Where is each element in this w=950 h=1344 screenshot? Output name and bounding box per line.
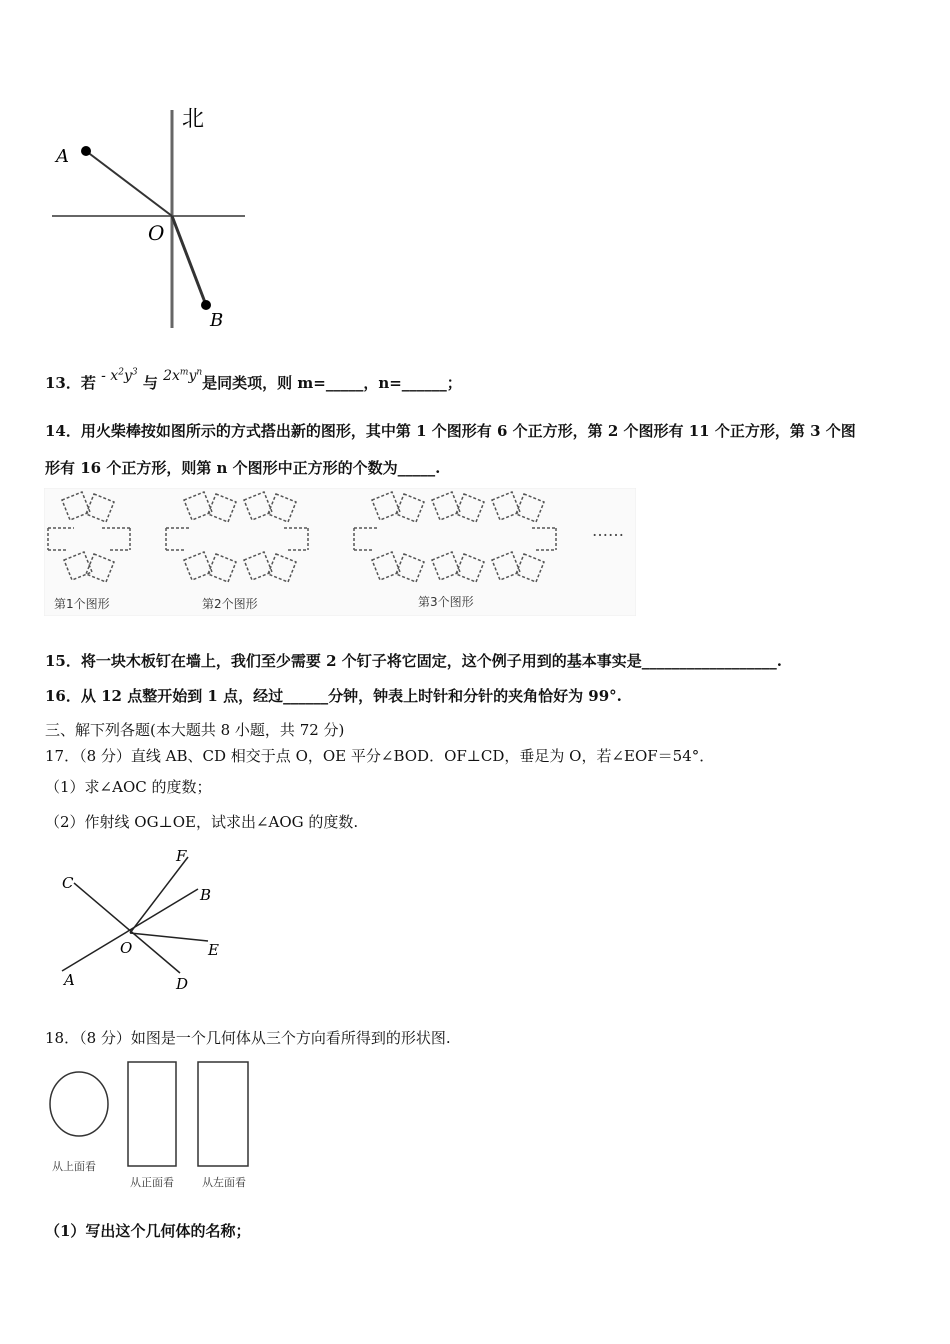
left-view-label: 从左面看 (202, 1176, 246, 1189)
q13-term2: $2x^my^n$ (163, 367, 203, 384)
question-14-line2: 形有 16 个正方形，则第 n 个图形中正方形的个数为_____. (45, 459, 441, 477)
line-ab (62, 889, 198, 971)
q13-tail: 是同类项，则 m=_____，n=______； (202, 374, 462, 392)
question-18-part1: （1）写出这个几何体的名称； (45, 1222, 251, 1240)
left-view-rect (198, 1062, 248, 1166)
angle-figure (50, 845, 240, 995)
point-a-dot (81, 146, 91, 156)
question-18: 18．（8 分）如图是一个几何体从三个方向看所得到的形状图. (45, 1029, 451, 1047)
point-a-label: A (56, 146, 69, 167)
point-o-label: O (148, 221, 165, 245)
label-b: B (200, 886, 212, 904)
line-cd (74, 883, 180, 973)
label-c: C (62, 874, 74, 892)
pattern-label-2: 第2个图形 (202, 597, 258, 611)
section-3-heading: 三、解下列各题(本大题共 8 小题，共 72 分) (45, 721, 345, 739)
front-view-rect (128, 1062, 176, 1166)
pattern-ellipsis: …… (592, 521, 624, 540)
ray-of (130, 857, 188, 933)
question-17-part1: （1）求∠AOC 的度数； (45, 778, 212, 796)
q13-term1: - $x^2y^3$ (101, 367, 138, 384)
pattern-label-1: 第1个图形 (54, 597, 110, 611)
north-label: 北 (182, 107, 205, 132)
top-view-label: 从上面看 (52, 1160, 96, 1173)
question-16: 16．从 12 点整开始到 1 点，经过______分钟，钟表上时针和分针的夹角恰好为 99°. (45, 687, 622, 705)
label-a: A (64, 971, 75, 989)
segment-ob (172, 216, 206, 305)
compass-figure (40, 100, 260, 340)
pattern-label-3: 第3个图形 (418, 595, 474, 609)
question-13 (45, 367, 462, 393)
question-17: 17．（8 分）直线 AB、CD 相交于点 O，OE 平分∠BOD．OF⊥CD，垂足为 O，若∠EOF＝54°． (45, 747, 715, 765)
three-views-figure (44, 1058, 264, 1193)
question-15: 15．将一块木板钉在墙上，我们至少需要 2 个钉子将它固定，这个例子用到的基本事实是__________________. (45, 652, 782, 670)
label-e: E (208, 941, 219, 959)
point-b-dot (201, 300, 211, 310)
label-f: F (176, 847, 187, 865)
label-d: D (176, 975, 189, 993)
question-14-line1: 14．用火柴棒按如图所示的方式搭出新的图形，其中第 1 个图形有 6 个正方形，第 2 个图形有 11 个正方形，第 3 个图 (45, 422, 856, 440)
q13-connector: 与 (142, 374, 158, 392)
question-17-part2: （2）作射线 OG⊥OE，试求出∠AOG 的度数. (45, 813, 359, 831)
q13-number: 13．若 (45, 374, 96, 392)
top-view-circle (50, 1072, 108, 1136)
point-b-label: B (210, 310, 224, 331)
front-view-label: 从正面看 (130, 1176, 174, 1189)
segment-oa (86, 151, 172, 216)
label-o: O (120, 939, 133, 957)
matchstick-figure (44, 488, 636, 616)
